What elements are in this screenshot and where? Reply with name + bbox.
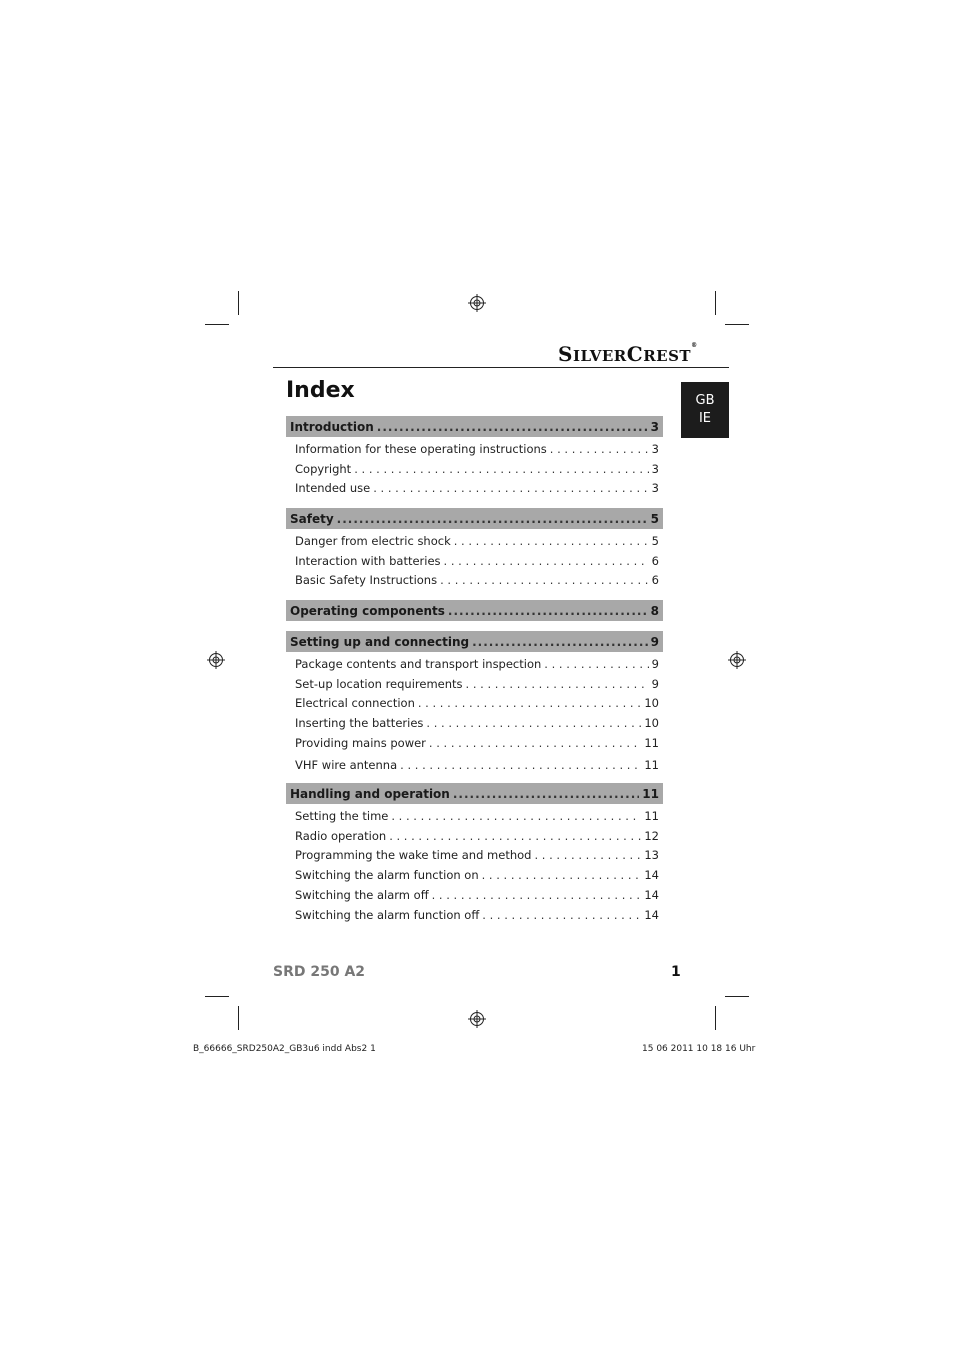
toc-entry-label: Danger from electric shock (295, 533, 451, 548)
leader-dots (389, 829, 641, 843)
leader-dots (550, 442, 649, 456)
leader-dots (482, 908, 641, 922)
leader-dots (466, 677, 649, 691)
toc-entry-label: Programming the wake time and method (295, 848, 532, 863)
toc-entry-label: Switching the alarm function off (295, 907, 480, 922)
brand-text: REST (643, 347, 692, 365)
toc-entry[interactable] (286, 694, 663, 714)
registration-mark-icon (468, 294, 486, 312)
toc-entry-label: Package contents and transport inspection (295, 656, 542, 671)
toc-entry-label: Switching the alarm off (295, 887, 429, 902)
registered-mark: ® (691, 342, 698, 349)
crop-mark (238, 291, 239, 315)
print-slug-file: B_66666_SRD250A2_GB3u6 indd Abs2 1 (193, 1044, 376, 1054)
crop-mark (715, 1006, 716, 1030)
crop-mark (238, 1006, 239, 1030)
toc-entry-page: 14 (644, 907, 659, 922)
toc-section-heading[interactable] (286, 600, 663, 621)
crop-mark (725, 996, 749, 997)
toc-entry[interactable] (286, 551, 663, 571)
leader-dots (337, 512, 648, 526)
brand-letter: C (626, 342, 644, 366)
toc-entry[interactable] (286, 478, 663, 498)
leader-dots (354, 462, 648, 476)
toc-entry[interactable] (286, 733, 663, 753)
toc-entry[interactable] (286, 459, 663, 479)
toc-entry-page: 6 (651, 553, 659, 568)
crop-mark (205, 324, 229, 325)
toc-entry-page: 9 (651, 656, 659, 671)
leader-dots (482, 868, 642, 882)
toc-section-heading[interactable] (286, 631, 663, 652)
toc-entry[interactable] (286, 885, 663, 905)
toc-entry-label: Information for these operating instructions (295, 441, 547, 456)
toc-section (286, 416, 663, 498)
leader-dots (377, 420, 648, 434)
toc-entry[interactable] (286, 654, 663, 674)
toc-entry-page: 5 (651, 533, 659, 548)
language-code: GB (695, 393, 715, 408)
toc-section-heading[interactable] (286, 508, 663, 529)
toc-section-title: Setting up and connecting (290, 634, 470, 649)
toc-section-title: Introduction (290, 419, 374, 434)
toc-section-heading[interactable] (286, 416, 663, 437)
toc-entry-page: 11 (644, 758, 659, 773)
crop-mark (205, 996, 229, 997)
leader-dots (534, 848, 641, 862)
leader-dots (429, 736, 641, 750)
leader-dots (373, 481, 648, 495)
toc-entry-label: Set-up location requirements (295, 676, 463, 691)
toc-entry-label: Switching the alarm function on (295, 868, 479, 883)
toc-entry-page: 13 (644, 848, 659, 863)
leader-dots (426, 716, 641, 730)
toc-entry-label: Electrical connection (295, 696, 415, 711)
toc-entry-label: Inserting the batteries (295, 716, 424, 731)
toc-section-page: 8 (650, 603, 659, 618)
toc-section-page: 5 (650, 511, 659, 526)
toc-section (286, 783, 663, 924)
toc-entry-page: 3 (651, 461, 659, 476)
print-slug-date: 15 06 2011 10 18 16 Uhr (642, 1044, 756, 1054)
page-number: 1 (671, 964, 681, 980)
table-of-contents (286, 416, 663, 932)
toc-entry-label: Radio operation (295, 828, 387, 843)
toc-entry[interactable] (286, 846, 663, 866)
brand-logo (558, 342, 698, 366)
model-number: SRD 250 A2 (273, 964, 366, 980)
language-code: IE (698, 411, 712, 426)
toc-section-page: 3 (650, 419, 659, 434)
toc-entry-label: Providing mains power (295, 735, 426, 750)
toc-entry-page: 11 (644, 809, 659, 824)
leader-dots (432, 888, 642, 902)
registration-mark-icon (207, 651, 225, 669)
toc-entry[interactable] (286, 756, 663, 776)
language-tab (681, 382, 729, 438)
toc-entry-label: Setting the time (295, 809, 389, 824)
brand-text: ILVER (572, 347, 627, 365)
toc-entry-page: 11 (644, 735, 659, 750)
page-title: Index (286, 378, 355, 403)
toc-entry-label: Basic Safety Instructions (295, 573, 438, 588)
toc-section (286, 631, 663, 775)
header-rule (273, 367, 729, 368)
toc-section-title: Safety (290, 511, 334, 526)
toc-entry-page: 10 (644, 716, 659, 731)
toc-entry-label: VHF wire antenna (295, 758, 398, 773)
toc-entry-page: 3 (651, 441, 659, 456)
leader-dots (418, 696, 641, 710)
leader-dots (472, 635, 648, 649)
toc-entry-page: 14 (644, 868, 659, 883)
leader-dots (448, 604, 648, 618)
toc-entry-label: Interaction with batteries (295, 553, 441, 568)
crop-mark (725, 324, 749, 325)
toc-entry[interactable] (286, 439, 663, 459)
leader-dots (453, 787, 639, 801)
toc-entry-page: 10 (644, 696, 659, 711)
toc-entry-label: Intended use (295, 481, 371, 496)
registration-mark-icon (468, 1010, 486, 1028)
toc-section-title: Operating components (290, 603, 445, 618)
toc-section-title: Handling and operation (290, 786, 450, 801)
toc-entry-page: 14 (644, 887, 659, 902)
leader-dots (440, 573, 649, 587)
leader-dots (444, 554, 649, 568)
toc-entry[interactable] (286, 826, 663, 846)
toc-entry-page: 3 (651, 481, 659, 496)
toc-section-page: 11 (642, 786, 659, 801)
brand-letter: S (558, 342, 573, 366)
toc-entry-page: 6 (651, 573, 659, 588)
registration-mark-icon (728, 651, 746, 669)
toc-entry[interactable] (286, 713, 663, 733)
toc-entry-page: 12 (644, 828, 659, 843)
leader-dots (391, 809, 641, 823)
toc-entry[interactable] (286, 865, 663, 885)
leader-dots (400, 758, 641, 772)
toc-section (286, 600, 663, 621)
toc-entry-label: Copyright (295, 461, 352, 476)
toc-entry-page: 9 (651, 676, 659, 691)
toc-entry[interactable] (286, 905, 663, 925)
leader-dots (454, 534, 649, 548)
toc-entry[interactable] (286, 806, 663, 826)
toc-section-page: 9 (650, 634, 659, 649)
toc-section-heading[interactable] (286, 783, 663, 804)
toc-entry[interactable] (286, 570, 663, 590)
leader-dots (544, 657, 648, 671)
toc-section (286, 508, 663, 590)
toc-entry[interactable] (286, 531, 663, 551)
toc-entry[interactable] (286, 674, 663, 694)
crop-mark (715, 291, 716, 315)
